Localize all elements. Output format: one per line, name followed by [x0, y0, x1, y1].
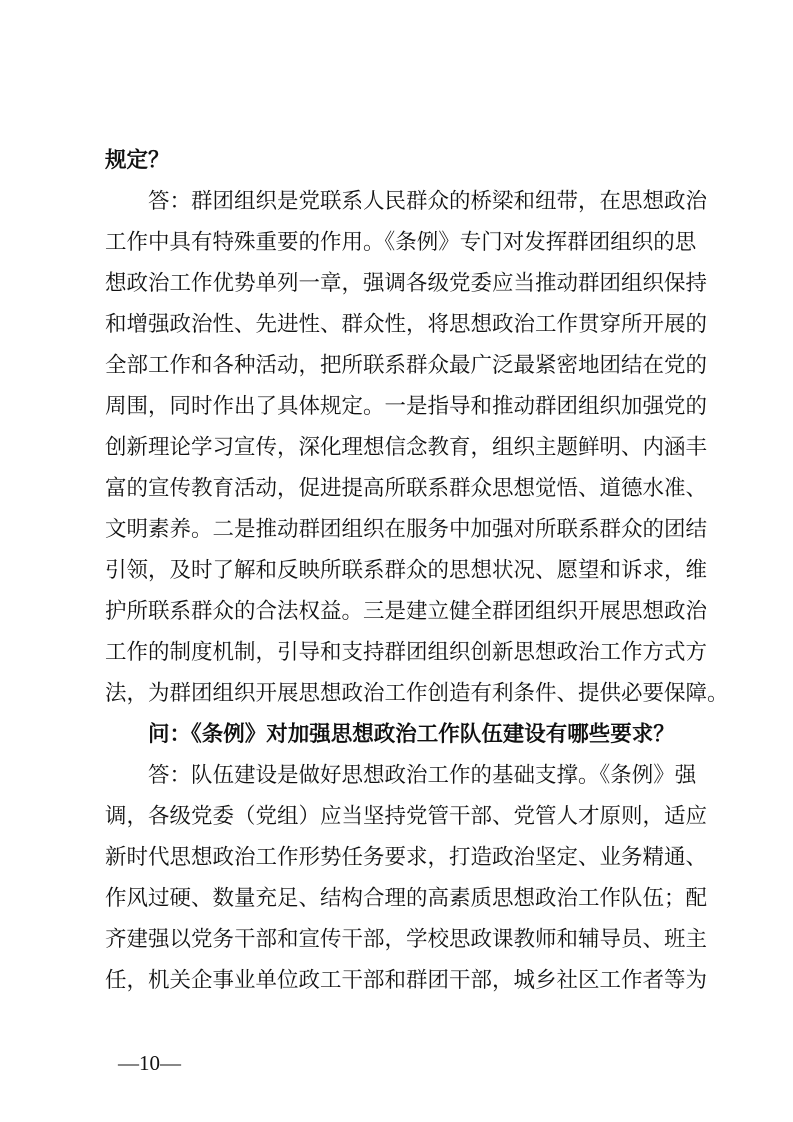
answer-paragraph-1-line-6: 周围，同时作出了具体规定。一是指导和推动群团组织加强党的 [105, 394, 708, 419]
answer-paragraph-2-line-4: 作风过硬、数量充足、结构合理的高素质思想政治工作队伍；配 [105, 886, 708, 911]
answer-paragraph-2-line-6: 任，机关企事业单位政工干部和群团干部，城乡社区工作者等为 [105, 968, 708, 993]
answer-paragraph-1-line-13: 法，为群团组织开展思想政治工作创造有利条件、提供必要保障。 [105, 681, 729, 706]
answer-paragraph-1-line-3: 想政治工作优势单列一章，强调各级党委应当推动群团组织保持 [105, 271, 708, 296]
question-heading: 问：《条例》对加强思想政治工作队伍建设有哪些要求？ [148, 722, 675, 747]
answer-paragraph-1-line-8: 富的宣传教育活动，促进提高所联系群众思想觉悟、道德水准、 [105, 476, 708, 501]
heading-continuation: 规定？ [105, 148, 170, 173]
answer-paragraph-1-line-1: 答：群团组织是党联系人民群众的桥梁和纽带，在思想政治 [148, 189, 708, 214]
answer-paragraph-1-line-12: 工作的制度机制，引导和支持群团组织创新思想政治工作方式方 [105, 640, 708, 665]
page-number: —10— [118, 1051, 181, 1075]
answer-paragraph-2-line-1: 答：队伍建设是做好思想政治工作的基础支撑。《条例》强 [148, 763, 697, 788]
answer-paragraph-2-line-5: 齐建强以党务干部和宣传干部，学校思政课教师和辅导员、班主 [105, 927, 708, 952]
answer-paragraph-1-line-9: 文明素养。二是推动群团组织在服务中加强对所联系群众的团结 [105, 517, 708, 542]
answer-paragraph-1-line-10: 引领，及时了解和反映所联系群众的思想状况、愿望和诉求，维 [105, 558, 708, 583]
answer-paragraph-1-line-5: 全部工作和各种活动，把所联系群众最广泛最紧密地团结在党的 [105, 353, 708, 378]
answer-paragraph-1-line-11: 护所联系群众的合法权益。三是建立健全群团组织开展思想政治 [105, 599, 708, 624]
answer-paragraph-1-line-4: 和增强政治性、先进性、群众性，将思想政治工作贯穿所开展的 [105, 312, 708, 337]
answer-paragraph-2-line-2: 调，各级党委（党组）应当坚持党管干部、党管人才原则，适应 [105, 804, 708, 829]
answer-paragraph-1-line-7: 创新理论学习宣传，深化理想信念教育，组织主题鲜明、内涵丰 [105, 435, 708, 460]
answer-paragraph-2-line-3: 新时代思想政治工作形势任务要求，打造政治坚定、业务精通、 [105, 845, 708, 870]
answer-paragraph-1-line-2: 工作中具有特殊重要的作用。《条例》专门对发挥群团组织的思 [105, 230, 697, 255]
